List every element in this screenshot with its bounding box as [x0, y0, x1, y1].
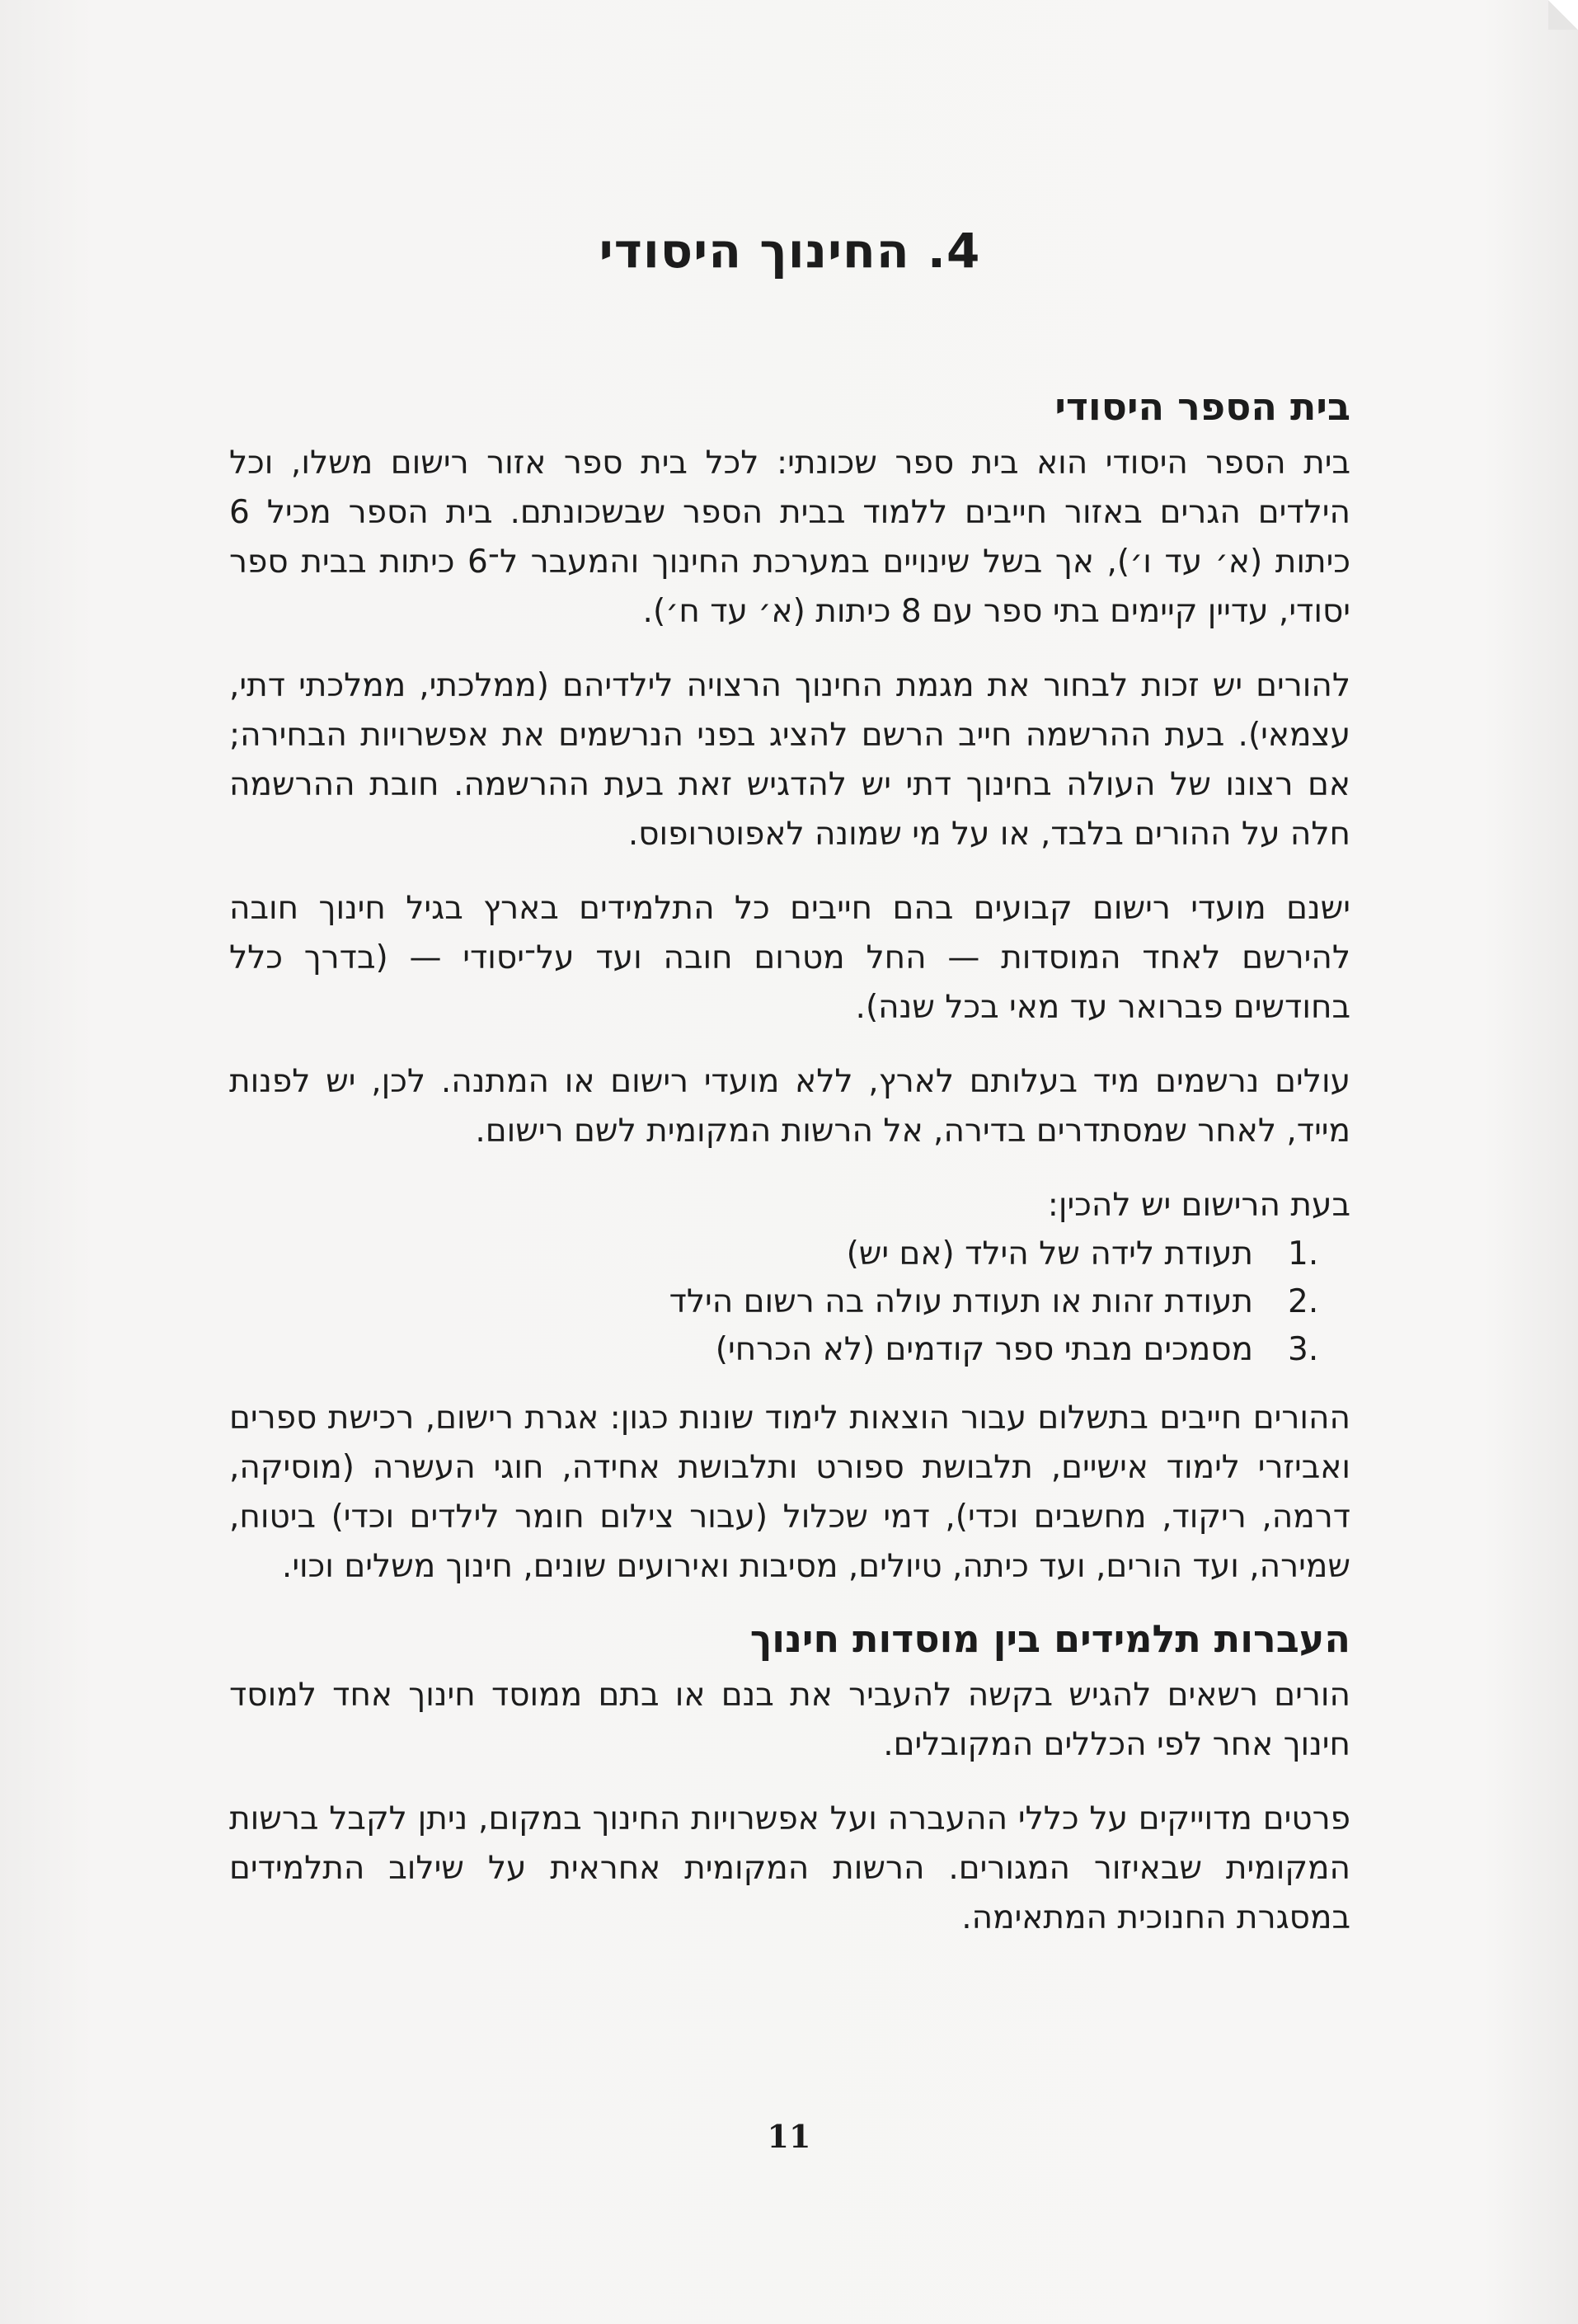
page-corner	[1548, 0, 1578, 30]
registration-documents-list	[229, 1230, 1350, 1374]
list-intro: בעת הרישום יש להכין:	[1047, 1187, 1350, 1224]
paragraph: הורים רשאים להגיש בקשה להעביר את בנם או בתם ממוסד חינוך אחד למוסד חינוך אחר לפי הכללים המקובלים.	[229, 1677, 1350, 1763]
paragraph: פרטים מדוייקים על כללי ההעברה ועל אפשרויות החינוך במקום, ניתן לקבל ברשות המקומית שבאיזור המגורים. הרשות המקומית אחראית על שילוב התלמידים במסגרת החנוכית המתאימה.	[229, 1800, 1350, 1936]
list-item-number: .3	[1288, 1331, 1319, 1368]
list-item	[229, 1230, 1321, 1278]
list-item-text: תעודת זהות או תעודת עולה בה רשום הילד	[669, 1283, 1253, 1320]
section-title-student-transfers: העברות תלמידים בין מוסדות חינוך	[749, 1616, 1350, 1661]
list-item	[229, 1278, 1321, 1326]
paragraph: עולים נרשמים מיד בעלותם לארץ, ללא מועדי רישום או המתנה. לכן, יש לפנות מייד, לאחר שמסתדרים בדירה, אל הרשות המקומית לשם רישום.	[229, 1063, 1350, 1150]
page-number: 11	[767, 2118, 811, 2155]
paragraph: בית הספר היסודי הוא בית ספר שכונתי: לכל בית ספר אזור רישום משלו, וכל הילדים הגרים באזור חייבים ללמוד בבית הספר שבשכונתם. בית הספר מכיל 6 כיתות (א׳ עד ו׳), אך בשל שינויים במערכת החינוך והמעבר ל־6 כיתות בבית ספר יסודי, עדיין קיימים בתי ספר עם 8 כיתות (א׳ עד ח׳).	[229, 445, 1350, 630]
paragraph: להורים יש זכות לבחור את מגמת החינוך הרצויה לילדיהם (ממלכתי, ממלכתי דתי, עצמאי). בעת ההרשמה חייב הרשם להציג בפני הנרשמים את אפשרויות הבחירה; אם רצונו של העולה בחינוך דתי יש להדגיש זאת בעת ההרשמה. חובת ההרשמה חלה על ההורים בלבד, או על מי שמונה לאפוטרופוס.	[229, 667, 1350, 853]
chapter-title: 4. החינוך היסודי	[599, 223, 981, 279]
section-title-elementary-school: בית הספר היסודי	[1054, 384, 1350, 429]
paragraph: ההורים חייבים בתשלום עבור הוצאות לימוד שונות כגון: אגרת רישום, רכישת ספרים ואביזרי לימוד אישיים, תלבושת ספורט ותלבושת אחידה, חוגי העשרה (מוסיקה, דרמה, ריקוד, מחשבים וכדי), דמי שכלול (עבור צילום חומר לילדים וכדי) ביטוח, שמירה, ועד הורים, ועד כיתה, טיולים, מסיבות ואירועים שונים, חינוך משלים וכוי.	[229, 1400, 1350, 1585]
list-item-text: תעודת לידה של הילד (אם יש)	[846, 1235, 1253, 1273]
list-item	[229, 1326, 1321, 1374]
page-content	[229, 206, 1350, 1968]
list-item-number: .1	[1288, 1235, 1319, 1273]
list-item-number: .2	[1288, 1283, 1319, 1320]
paragraph: ישנם מועדי רישום קבועים בהם חייבים כל התלמידים בארץ בגיל חינוך חובה להירשם לאחד המוסדות — החל מטרום חובה ועד על־יסודי — (בדרך כלל בחודשים פברואר עד מאי בכל שנה).	[229, 890, 1350, 1026]
list-item-text: מסמכים מבתי ספר קודמים (לא הכרחי)	[715, 1331, 1253, 1368]
